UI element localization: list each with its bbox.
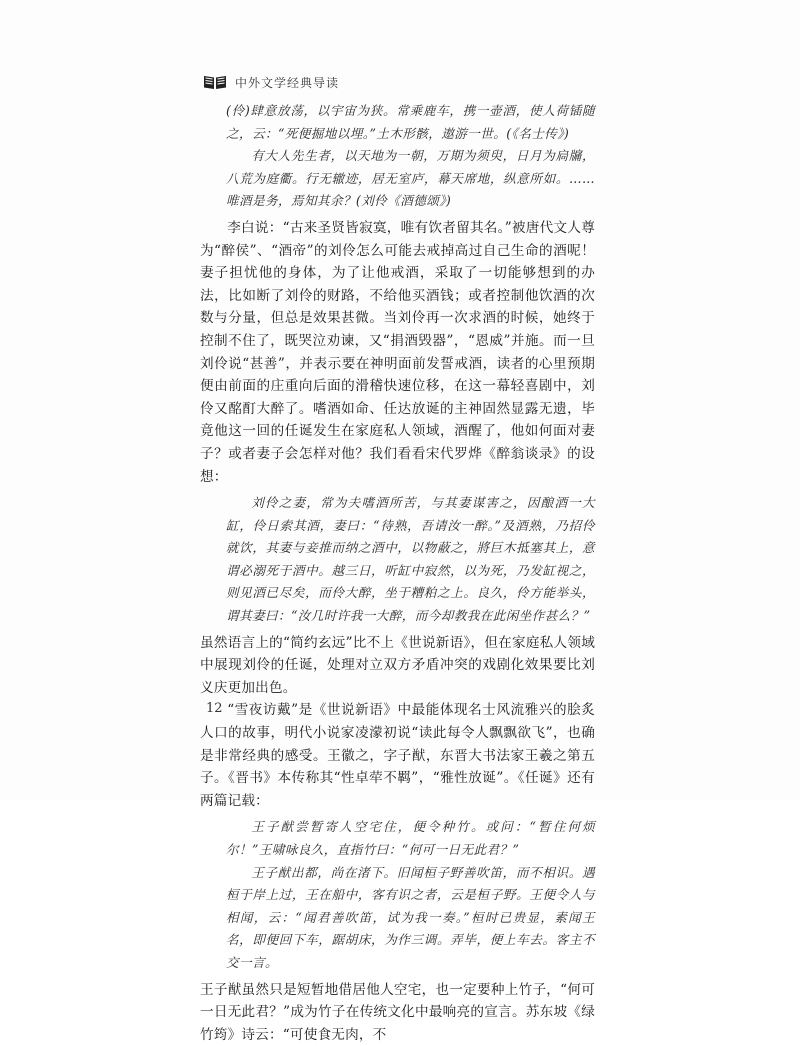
- quote-zuiwengtanlu: 刘伶之妻，常为夫嗜酒所苦，与其妻谋害之，因酿酒一大缸，伶日索其酒，妻曰：“待熟，吾请汝一醉。”及酒熟，乃招伶就饮，其妻与妾推而纳之酒中，以物蔽之，將巨木抵塞其上，意谓必溺死于酒中。越三日，听缸中寂然，以为死，乃发缸视之，则见酒已尽矣，而伶大醉，坐于糟粕之上。良久，伶方能举头，谓其妻曰：“汝几时许我一大醉，而今却教我在此闲坐作甚么？”: [226, 495, 595, 624]
- quote-mingshizhuan: (伶)肆意放荡，以宇宙为狭。常乘鹿车，携一壶酒，使人荷锸随之，云：“死便掘地以埋。”土木形骸，遨游一世。(《名士传》): [226, 103, 595, 141]
- paragraph-liling-wife: 李白说：“古来圣贤皆寂寞，唯有饮者留其名。”被唐代文人尊为“醉侯”、“酒帝”的刘伶怎么可能去戒掉高过自己生命的酒呢！妻子担忧他的身体，为了让他戒酒，采取了一切能够想到的办法，比如断了刘伶的财路，不给他买酒钱；或者控制他饮酒的次数与分量，但总是效果甚微。当刘伶再一次求酒的时候，她终于控制不住了，既哭泣劝谏，又“捐酒毁器”，“恩威”并施。而一旦刘伶说“甚善”，并表示要在神明面前发誓戒酒，读者的心里预期便由前面的庄重向后面的滑稽快速位移，在这一幕轻喜剧中，刘伶又酩酊大醉了。嗜酒如命、任达放诞的主神固然显露无遗，毕竟他这一回的任诞发生在家庭私人领域，酒醒了，他如何面对妻子？或者妻子会怎样对他？我们看看宋代罗烨《醉翁谈录》的设想：: [200, 219, 595, 485]
- quote-jiudesong: 有大人先生者，以天地为一朝，万期为须臾，日月为扃牖，八荒为庭衢。行无辙迹，居无室庐，幕天席地，纵意所如。……唯酒是务，焉知其余？(刘伶《酒德颂》): [226, 148, 595, 209]
- main-text-column: [200, 100, 595, 1046]
- quote-huanziye: 王子猷出都，尚在渚下。旧闻桓子野善吹笛，而不相识。遇桓于岸上过，王在船中，客有识之者，云是桓子野。王便令人与相闻，云：“闻君善吹笛，试为我一奏。”桓时已贵显，素闻王名，即便回下车，踞胡床，为作三调。弄毕，便上车去。客主不交一言。: [226, 864, 595, 970]
- paragraph-xueye-fangdai: “雪夜访戴”是《世说新语》中最能体现名士风流雅兴的脍炙人口的故事，明代小说家凌濛初说“读此每令人飘飘欲飞”，也确是非常经典的感受。王徽之，字子猷，东晋大书法家王羲之第五子。《晋书》本传称其“性卓荦不羁”，“雅性放诞”。《任诞》还有两篇记载：: [200, 702, 595, 809]
- paragraph-commentary: 虽然语言上的“简约玄远”比不上《世说新语》，但在家庭私人领域中展现刘伶的任诞，处理对立双方矛盾冲突的戏剧化效果要比刘义庆更加出色。: [200, 634, 595, 696]
- running-header: [203, 72, 339, 92]
- page-number: 12: [206, 701, 223, 716]
- open-book-icon: [203, 74, 227, 90]
- quote-zhongzhu: 王子猷尝暂寄人空宅住，便令种竹。或问：“暂住何烦尔！”王啸咏良久，直指竹曰：“何可一日无此君？”: [226, 819, 595, 857]
- paragraph-bamboo: 王子猷虽然只是短暂地借居他人空宅，也一定要种上竹子，“何可一日无此君？”成为竹子在传统文化中最响亮的宣言。苏东坡《绿竹筠》诗云：“可使食无肉，不: [200, 981, 595, 1043]
- running-header-title: 中外文学经典导读: [235, 75, 340, 90]
